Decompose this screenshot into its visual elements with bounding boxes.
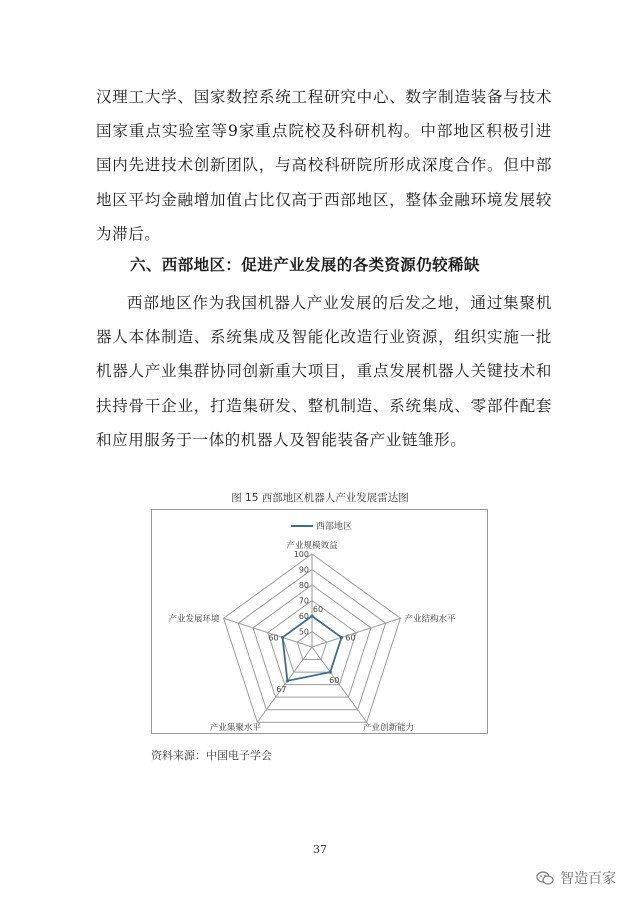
watermark-text: 智造百家	[560, 871, 616, 887]
figure-caption: 图 15 西部地区机器人产业发展雷达图	[231, 492, 409, 504]
legend-label: 西部地区	[316, 522, 353, 532]
radar-axis-label: 产业发展环境	[168, 614, 220, 625]
radar-tick-label: 60	[298, 612, 309, 621]
radar-chart-svg	[152, 510, 489, 735]
radar-data-label: 60	[345, 633, 356, 643]
radar-data-point	[310, 614, 313, 617]
radar-axis-label: 产业创新能力	[363, 723, 415, 734]
radar-tick-label: 80	[298, 581, 309, 590]
radar-data-point	[281, 636, 284, 639]
radar-data-label: 60	[312, 605, 324, 614]
paragraph-west-region: 西部地区作为我国机器人产业发展的后发之地，通过集聚机器人本体制造、系统集成及智能化改造行业资源，组织实施一批机器人产业集群协同创新重大项目，重点发展机器人关键技术和扶持骨干企业，打造集研发、整机制造、系统集成、零部件配套和应用服务于一体的机器人及智能装备产业链雏形。	[96, 294, 552, 449]
data-source-note: 资料来源：中国电子学会	[151, 749, 272, 762]
radar-axis-label: 产业集聚水平	[209, 723, 261, 734]
radar-data-label: 60	[329, 676, 340, 686]
radar-chart	[151, 509, 488, 734]
radar-spoke	[312, 618, 400, 647]
radar-axis-label: 产业规模效益	[286, 541, 338, 551]
radar-tick-label: 100	[293, 550, 309, 559]
radar-data-point	[329, 670, 332, 673]
radar-tick-label: 70	[298, 596, 309, 606]
radar-tick-label: 50	[298, 627, 309, 637]
section-heading-west: 六、西部地区：促进产业发展的各类资源仍较稀缺	[130, 256, 480, 274]
radar-data-point	[286, 679, 289, 682]
watermark	[536, 868, 616, 888]
radar-data-label: 60	[268, 633, 279, 643]
radar-axis-label: 产业结构水平	[404, 614, 456, 625]
radar-data-point	[340, 636, 343, 639]
paragraph-central-region: 汉理工大学、国家数控系统工程研究中心、数字制造装备与技术国家重点实验室等9家重点院校及科研机构。中部地区积极引进国内先进技术创新团队，与高校科研院所形成深度合作。但中部地区平均金融增加值占比仅高于西部地区，整体金融环境发展较为滞后。	[96, 88, 552, 243]
radar-tick-label: 90	[298, 565, 309, 575]
radar-data-label: 67	[276, 684, 287, 694]
page-number: 37	[313, 843, 327, 856]
wechat-icon	[536, 871, 554, 885]
